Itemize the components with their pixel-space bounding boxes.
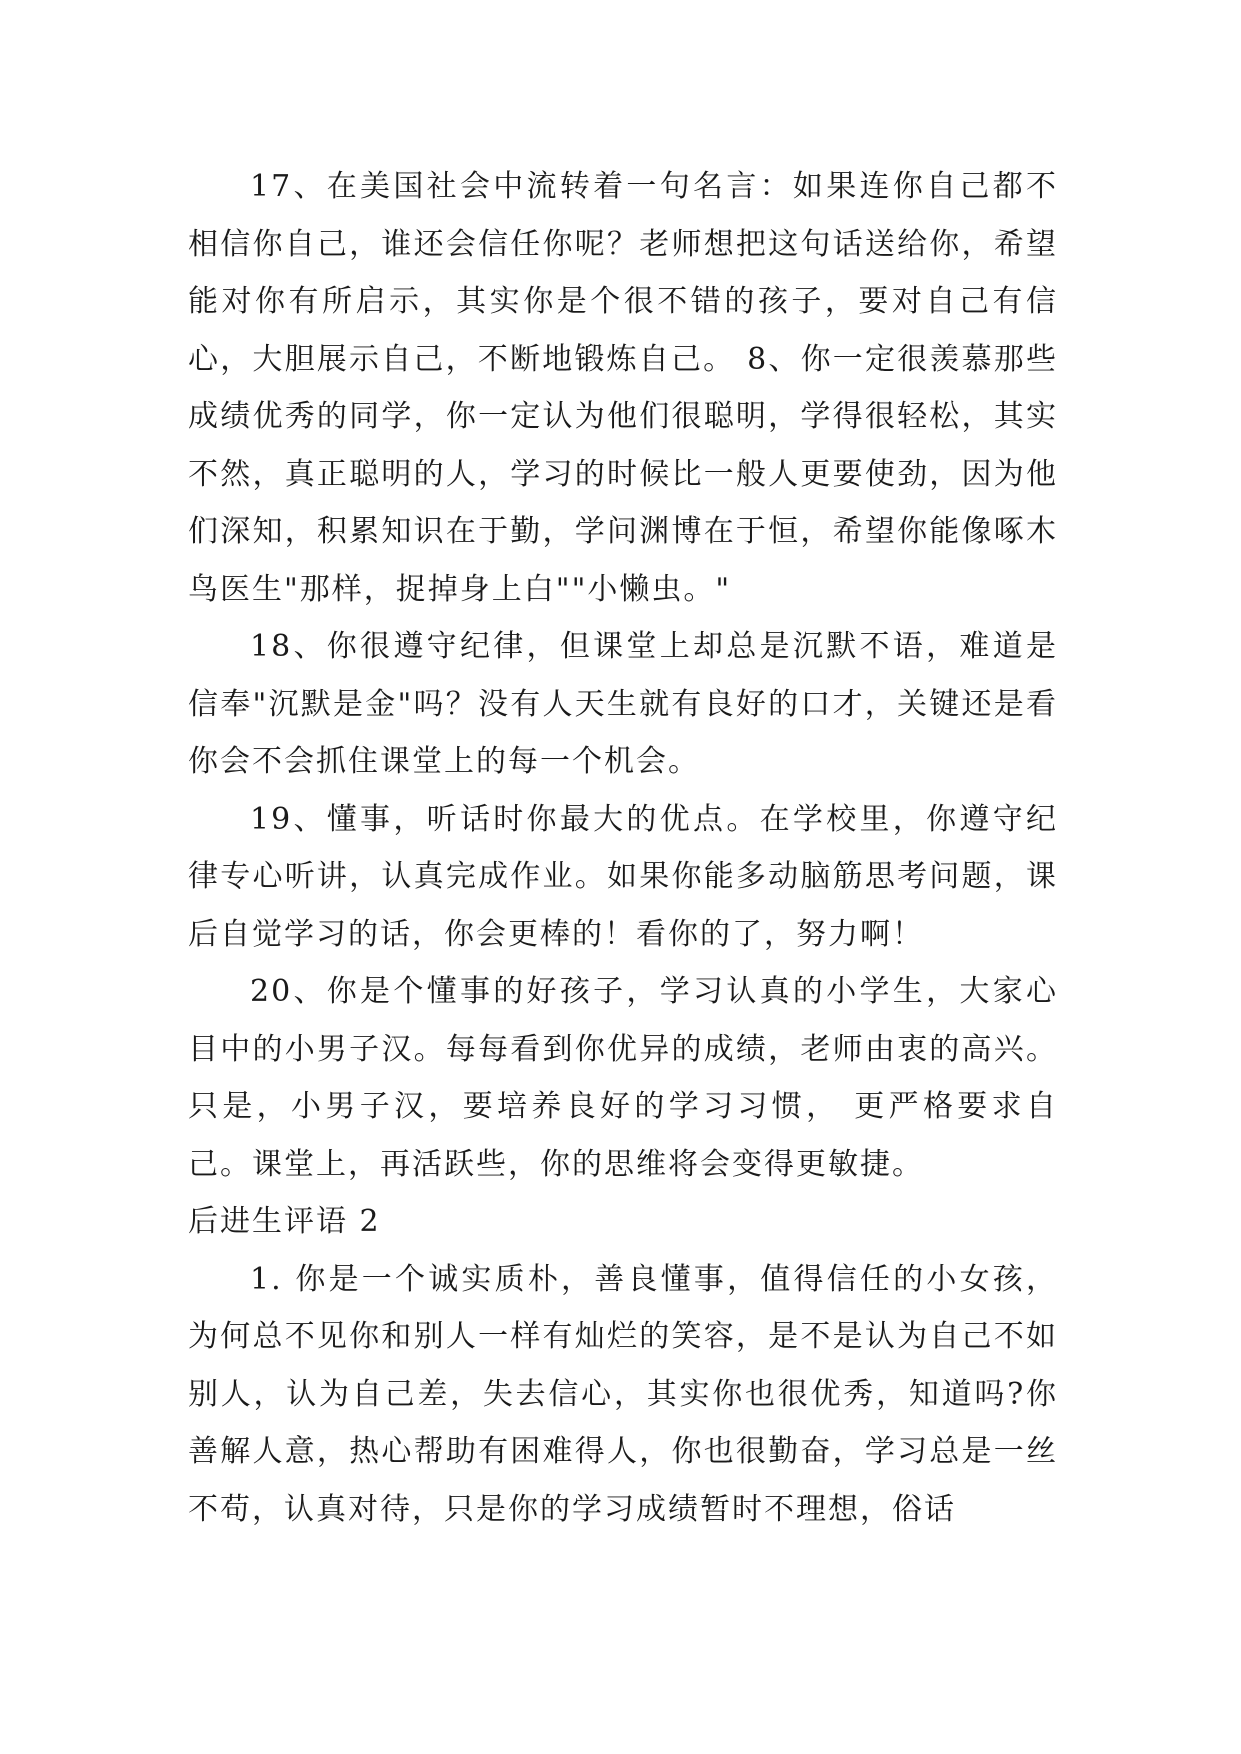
paragraph-18: 18、你很遵守纪律，但课堂上却总是沉默不语，难道是信奉"沉默是金"吗？没有人天生就有良好的口才，关键还是看你会不会抓住课堂上的每一个机会。 xyxy=(188,629,1058,779)
paragraph-19: 19、懂事，听话时你最大的优点。在学校里，你遵守纪律专心听讲，认真完成作业。如果你能多动脑筋思考问题，课后自觉学习的话，你会更棒的！看你的了，努力啊！ xyxy=(188,801,1058,952)
paragraph-17: 17、在美国社会中流转着一句名言：如果连你自己都不相信你自己，谁还会信任你呢？老师想把这句话送给你，希望能对你有所启示，其实你是个很不错的孩子，要对自己有信心，大胆展示自己，不断地锻炼自己。 8、你一定很羡慕那些成绩优秀的同学，你一定认为他们很聪明，学得很轻松，其实不然，真正聪明的人，学习的时候比一般人更要使劲，因为他们深知，积累知识在于勤，学问渊博在于恒，希望你能像啄木鸟医生"那样，捉掉身上白""小懒虫。" xyxy=(188,169,1058,607)
document-body xyxy=(188,158,1058,1538)
section-heading: 后进生评语 2 xyxy=(188,1204,381,1239)
section-paragraph-1: 1. 你是一个诚实质朴，善良懂事，值得信任的小女孩，为何总不见你和别人一样有灿烂的笑容，是不是认为自己不如别人，认为自己差，失去信心，其实你也很优秀，知道吗?你善解人意，热心帮助有困难得人，你也很勤奋，学习总是一丝不苟，认真对待，只是你的学习成绩暂时不理想，俗话 xyxy=(188,1261,1058,1527)
paragraph-20: 20、你是个懂事的好孩子，学习认真的小学生，大家心目中的小男子汉。每每看到你优异的成绩，老师由衷的高兴。只是，小男子汉，要培养良好的学习习惯， 更严格要求自己。课堂上，再活跃些，你的思维将会变得更敏捷。 xyxy=(188,974,1058,1182)
